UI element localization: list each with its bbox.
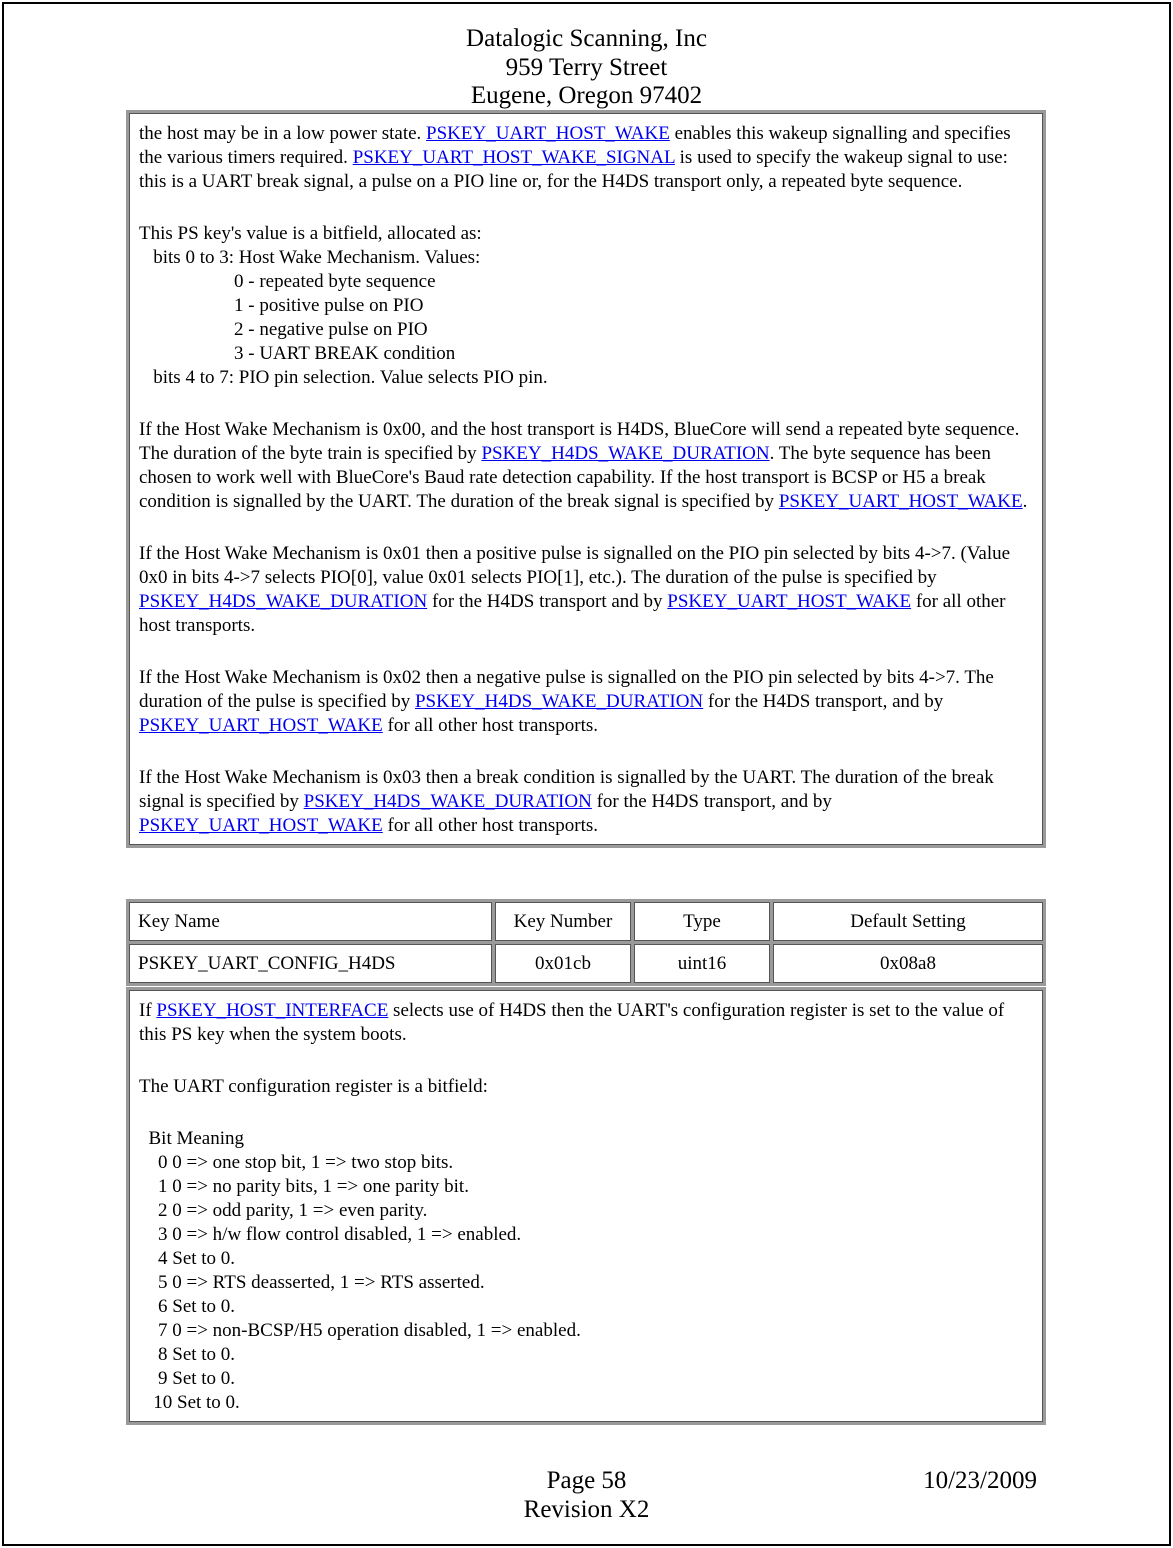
table-header-row: [129, 902, 1043, 941]
list-item: 7 0 => non-BCSP/H5 operation disabled, 1 => enabled.: [139, 1320, 581, 1341]
list-item: Bit Meaning: [139, 1128, 245, 1149]
header-key-name: Key Name: [129, 902, 492, 941]
link-pskey-host-interface[interactable]: PSKEY_HOST_INTERFACE: [156, 1000, 389, 1021]
link-pskey-uart-host-wake[interactable]: PSKEY_UART_HOST_WAKE: [667, 591, 912, 612]
revision: Revision X2: [523, 1495, 650, 1523]
description-box-host-wake: [126, 110, 1046, 848]
list-item: 2 0 => odd parity, 1 => even parity.: [139, 1200, 428, 1221]
page-header: [0, 25, 1173, 111]
link-pskey-h4ds-wake-duration[interactable]: PSKEY_H4DS_WAKE_DURATION: [303, 791, 592, 812]
list-item: 9 Set to 0.: [139, 1368, 236, 1389]
link-pskey-uart-host-wake-signal[interactable]: PSKEY_UART_HOST_WAKE_SIGNAL: [352, 147, 675, 168]
paragraph-mechanism-0x01: If the Host Wake Mechanism is 0x01 then a positive pulse is signalled on the PIO pin selected by bits 4->7. (Value 0x0 in bits 4->7 selects PIO[0], value 0x01 selects PIO[1], etc.). The duration of the pulse is specified by PSKEY_H4DS_WAKE_DURATION for the H4DS transport and by PSKEY_UART_HOST_WAKE for all other host transports.: [139, 543, 1011, 636]
key-table: [126, 899, 1046, 986]
paragraph-mechanism-0x00: If the Host Wake Mechanism is 0x00, and the host transport is H4DS, BlueCore will send a repeated byte sequence. The duration of the byte train is specified by PSKEY_H4DS_WAKE_DURATION. The byte sequence has been chosen to work well with BlueCore's Baud rate detection capability. If the host transport is BCSP or H5 a break condition is signalled by the UART. The duration of the break signal is specified by PSKEY_UART_HOST_WAKE.: [139, 419, 1028, 512]
link-pskey-uart-host-wake[interactable]: PSKEY_UART_HOST_WAKE: [139, 715, 383, 736]
link-pskey-h4ds-wake-duration[interactable]: PSKEY_H4DS_WAKE_DURATION: [139, 591, 428, 612]
page-number: Page 58: [546, 1467, 627, 1494]
cell-key-number: 0x01cb: [495, 944, 631, 983]
cell-default-setting: 0x08a8: [773, 944, 1043, 983]
link-pskey-uart-host-wake[interactable]: PSKEY_UART_HOST_WAKE: [139, 815, 383, 836]
paragraph-mechanism-0x03: If the Host Wake Mechanism is 0x03 then a break condition is signalled by the UART. The duration of the break signal is specified by PSKEY_H4DS_WAKE_DURATION for the H4DS transport, and by PSKEY_UART_HOST_WAKE for all other host transports.: [139, 767, 994, 836]
list-item: 5 0 => RTS deasserted, 1 => RTS asserted.: [139, 1272, 485, 1293]
list-item: 8 Set to 0.: [139, 1344, 236, 1365]
list-item: 0 0 => one stop bit, 1 => two stop bits.: [139, 1152, 454, 1173]
list-item: 4 Set to 0.: [139, 1248, 236, 1269]
footer-date: 10/23/2009: [923, 1467, 1037, 1494]
link-pskey-uart-host-wake[interactable]: PSKEY_UART_HOST_WAKE: [778, 491, 1023, 512]
paragraph-host-interface: If PSKEY_HOST_INTERFACE selects use of H4DS then the UART's configuration register is set to the value of this PS key when the system boots.: [139, 1000, 1005, 1045]
paragraph-config-register: The UART configuration register is a bitfield:: [139, 1076, 488, 1097]
link-pskey-h4ds-wake-duration[interactable]: PSKEY_H4DS_WAKE_DURATION: [481, 443, 770, 464]
company-city: Eugene, Oregon 97402: [470, 82, 703, 109]
cell-key-name: PSKEY_UART_CONFIG_H4DS: [129, 944, 492, 983]
company-name: Datalogic Scanning, Inc: [466, 25, 707, 52]
header-type: Type: [634, 902, 770, 941]
description-box-uart-config: [126, 987, 1046, 1425]
table-row: [129, 944, 1043, 983]
cell-type: uint16: [634, 944, 770, 983]
list-item: 1 0 => no parity bits, 1 => one parity bit.: [139, 1176, 469, 1197]
paragraph-mechanism-0x02: If the Host Wake Mechanism is 0x02 then a negative pulse is signalled on the PIO pin selected by bits 4->7. The duration of the pulse is specified by PSKEY_H4DS_WAKE_DURATION for the H4DS transport, and by PSKEY_UART_HOST_WAKE for all other host transports.: [139, 667, 994, 736]
header-key-number: Key Number: [495, 902, 631, 941]
list-item: 10 Set to 0.: [139, 1392, 240, 1413]
list-item: 6 Set to 0.: [139, 1296, 236, 1317]
bit-meaning-list: [139, 1127, 1034, 1415]
link-pskey-uart-host-wake[interactable]: PSKEY_UART_HOST_WAKE: [426, 123, 670, 144]
paragraph-intro: the host may be in a low power state. PSKEY_UART_HOST_WAKE enables this wakeup signalling and specifies the various timers required. PSKEY_UART_HOST_WAKE_SIGNAL is used to specify the wakeup signal to use: this is a UART break signal, a pulse on a PIO line or, for the H4DS transport only, a repeated byte sequence.: [139, 123, 1011, 192]
link-pskey-h4ds-wake-duration[interactable]: PSKEY_H4DS_WAKE_DURATION: [414, 691, 704, 712]
bitfield-allocation: This PS key's value is a bitfield, allocated as: bits 0 to 3: Host Wake Mechanism. Values: 0 - repeated byte sequence 1 - positive pulse on PIO 2 - negative pulse on PIO 3 - UART BREAK condition bits 4 to 7: PIO pin selection. Value selects PIO pin.: [139, 223, 548, 388]
list-item: 3 0 => h/w flow control disabled, 1 => enabled.: [139, 1224, 522, 1245]
company-street: 959 Terry Street: [505, 53, 668, 81]
header-default-setting: Default Setting: [773, 902, 1043, 941]
